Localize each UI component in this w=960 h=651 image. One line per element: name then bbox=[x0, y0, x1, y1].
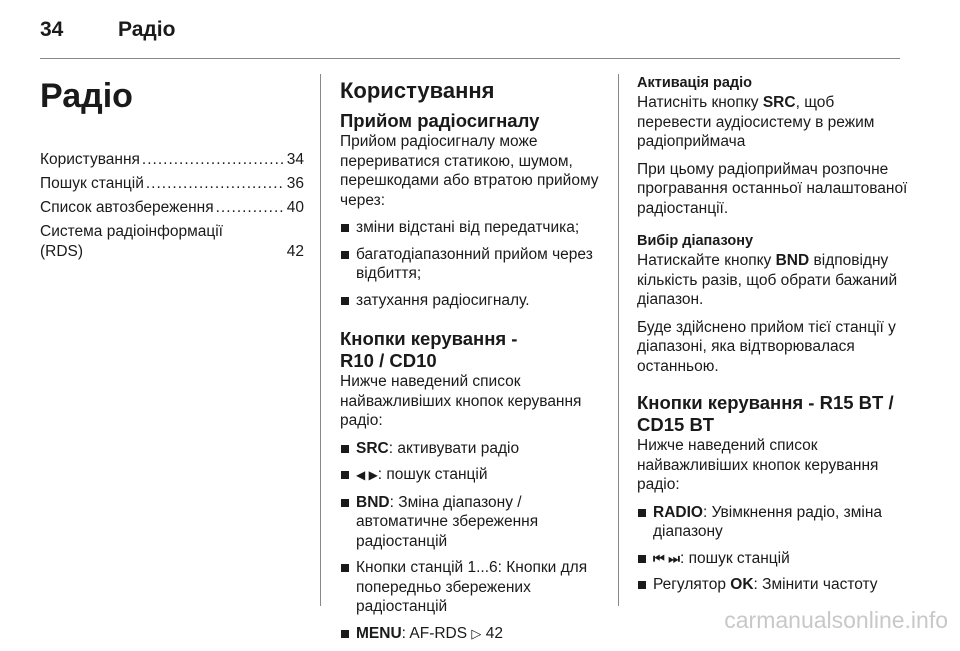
list-item bbox=[637, 575, 912, 595]
controls-intro-bt: Нижче наведений список найважливіших кнопок керування радіо: bbox=[637, 437, 879, 493]
toc-label-cont: (RDS) bbox=[40, 243, 84, 260]
toc-label: Система радіоінформації bbox=[40, 223, 223, 240]
list-item bbox=[637, 503, 912, 542]
radio-key: RADIO bbox=[653, 503, 703, 521]
reception-heading: Прийом радіосигналу bbox=[340, 110, 540, 131]
chapter-title: Радіо bbox=[40, 77, 133, 115]
controls-intro: Нижче наведений список найважливіших кнопок керування радіо: bbox=[340, 373, 582, 429]
bnd-text: : Зміна діапазону / автоматичне збереження радіостанцій bbox=[356, 493, 539, 550]
src-key: SRC bbox=[356, 439, 389, 457]
toc-item-autostore[interactable] bbox=[40, 198, 304, 218]
bnd-key: BND bbox=[356, 493, 390, 511]
seek-arrows-icon: ◀ ▶ bbox=[356, 468, 378, 482]
toc-leader bbox=[146, 174, 285, 194]
toc-column bbox=[40, 74, 304, 262]
menu-key: MENU bbox=[356, 624, 402, 642]
toc-leader bbox=[142, 150, 285, 170]
controls-heading-line1: Кнопки керування - bbox=[340, 328, 518, 349]
band-heading: Вибір діапазону bbox=[637, 233, 754, 249]
reception-list bbox=[340, 218, 606, 310]
toc-item-usage[interactable] bbox=[40, 150, 304, 170]
activation-text bbox=[637, 93, 912, 152]
skip-back-forward-icon: ⏮ ⏭ bbox=[653, 550, 681, 566]
controls-heading-line2: R10 / CD10 bbox=[340, 350, 437, 371]
column-divider-1 bbox=[320, 74, 321, 606]
toc-item-rds[interactable] bbox=[40, 222, 304, 262]
list-item: Кнопки станцій 1...6: Кнопки для попередньо збережених радіостанцій bbox=[340, 558, 606, 617]
controls-heading-line2: CD15 BT bbox=[637, 414, 715, 435]
skip-text: : пошук станцій bbox=[680, 549, 790, 567]
toc-page: 36 bbox=[286, 175, 304, 192]
menu-text: : AF-RDS bbox=[401, 624, 468, 642]
controls-heading bbox=[340, 328, 606, 372]
list-item bbox=[340, 465, 606, 486]
list-item bbox=[637, 549, 912, 569]
list-item bbox=[340, 493, 606, 552]
band-post: відповідну кількість разів, щоб обрати бажаний діапазон. bbox=[637, 252, 898, 308]
activation-text-2: При цьому радіоприймач розпочне програвання останньої налаштованої радіостанції. bbox=[637, 160, 908, 217]
column-divider-2 bbox=[618, 74, 619, 606]
triangle-ref-icon: ▷ bbox=[471, 625, 482, 641]
watermark: carmanualsonline.info bbox=[724, 607, 948, 633]
list-item bbox=[340, 439, 606, 459]
list-item: багатодіапазонний прийом через відбиття; bbox=[340, 245, 606, 284]
usage-title: Користування bbox=[340, 78, 495, 103]
radio-text: : Увімкнення радіо, зміна діапазону bbox=[653, 503, 883, 540]
controls-heading-line1: Кнопки керування - R15 BT / bbox=[637, 392, 894, 413]
reg-pre: Регулятор bbox=[653, 576, 731, 593]
menu-page-ref[interactable]: 42 bbox=[485, 624, 503, 642]
activation-post: , щоб перевести аудіосистему в режим радіоприймача bbox=[637, 94, 875, 150]
seek-text: : пошук станцій bbox=[377, 466, 488, 483]
controls-list bbox=[340, 439, 606, 644]
toc-page: 42 bbox=[286, 243, 304, 260]
toc-label: Користування bbox=[40, 151, 140, 168]
band-key: BND bbox=[775, 252, 810, 269]
section-title: Радіо bbox=[118, 18, 176, 41]
toc-label: Список автозбереження bbox=[40, 199, 214, 216]
list-item: зміни відстані від передатчика; bbox=[340, 218, 606, 238]
ok-key: OK bbox=[730, 576, 754, 593]
list-item bbox=[340, 624, 606, 644]
controls-heading-bt bbox=[637, 392, 912, 436]
reception-text: Прийом радіосигналу може перериватися статикою, шумом, перешкодами або втратою прийому через: bbox=[340, 133, 599, 209]
activation-heading: Активація радіо bbox=[637, 75, 752, 91]
activation-key: SRC bbox=[762, 94, 796, 111]
src-text: : активувати радіо bbox=[388, 439, 520, 457]
toc-item-search[interactable] bbox=[40, 174, 304, 194]
page-number: 34 bbox=[40, 18, 64, 41]
band-text-2: Буде здійснено прийом тієї станції у діапазоні, яка відтворювалася останньою. bbox=[637, 318, 896, 375]
toc-page: 34 bbox=[286, 151, 304, 168]
reg-post: : Змінити частоту bbox=[753, 576, 878, 593]
list-item: затухання радіосигналу. bbox=[340, 291, 606, 311]
toc-label: Пошук станцій bbox=[40, 175, 144, 192]
toc-leader bbox=[216, 198, 285, 218]
band-pre: Натискайте кнопку bbox=[637, 252, 776, 269]
toc-page: 40 bbox=[286, 199, 304, 216]
band-text bbox=[637, 251, 912, 310]
controls-list-bt bbox=[637, 503, 912, 595]
usage-column bbox=[340, 74, 606, 651]
activation-pre: Натисніть кнопку bbox=[637, 94, 763, 111]
header-rule bbox=[40, 58, 900, 59]
activation-column bbox=[637, 74, 912, 603]
